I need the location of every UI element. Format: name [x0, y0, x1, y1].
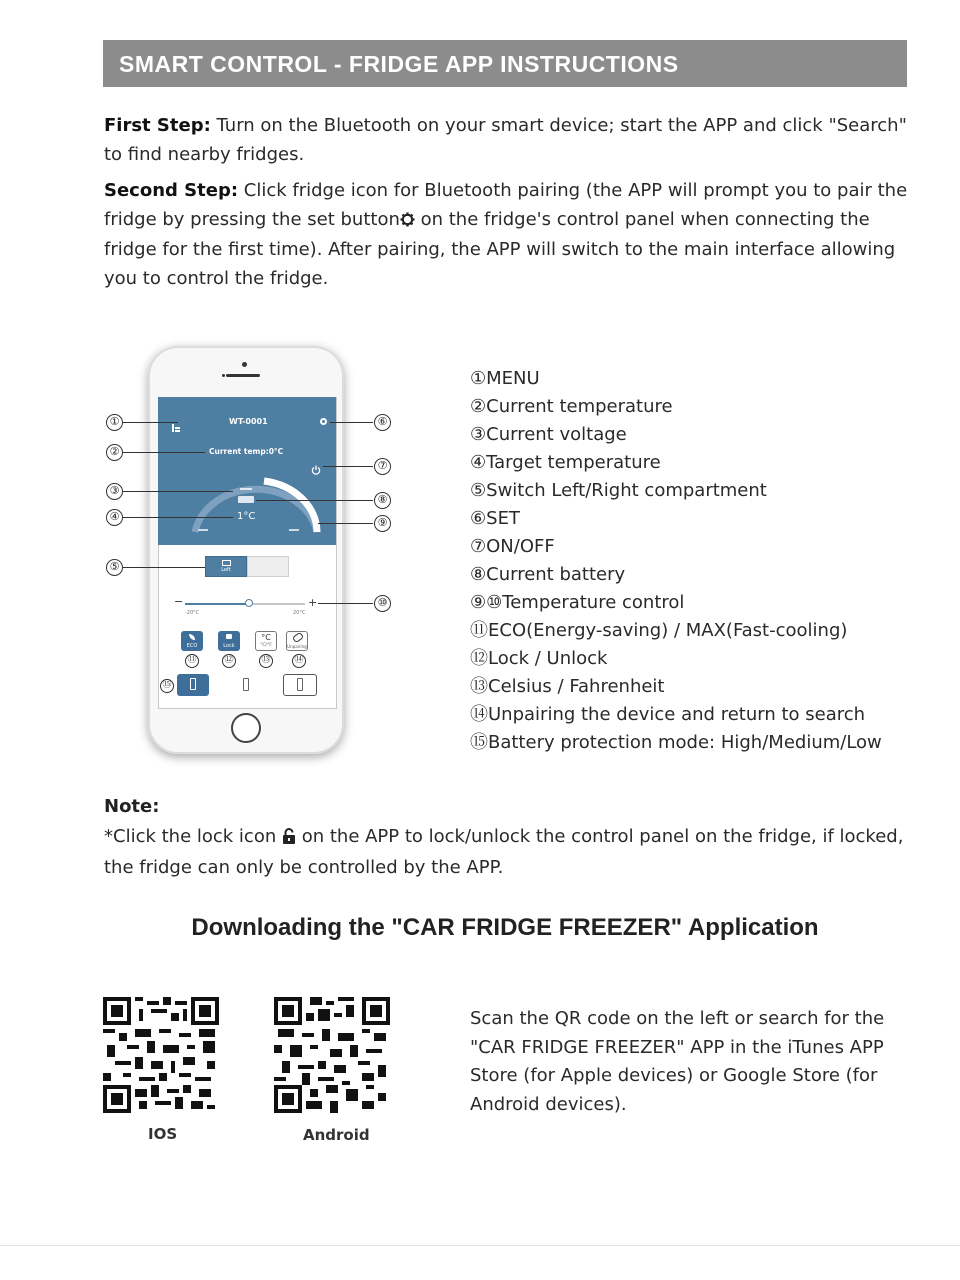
- callout-15: ⑮: [160, 679, 174, 693]
- gauge-max-mark: [289, 529, 299, 531]
- unit-toggle-button[interactable]: [255, 631, 277, 651]
- callout-1: ①: [106, 414, 123, 431]
- temp-minus-button[interactable]: −: [174, 595, 184, 608]
- legend-item: ⑮Battery protection mode: High/Medium/Low: [470, 732, 882, 753]
- gauge-min-mark: [198, 529, 208, 531]
- battery-medium-icon[interactable]: [243, 678, 249, 691]
- android-qr-code: [274, 997, 390, 1113]
- legend-item: ①MENU: [470, 368, 540, 389]
- phone-camera: [242, 362, 247, 367]
- current-temperature: Current temp:0°C: [209, 447, 284, 456]
- note-text-a: *Click the lock icon: [104, 826, 282, 847]
- callout-line-1: [123, 422, 178, 423]
- android-label: Android: [303, 1126, 370, 1144]
- feature-legend: [470, 365, 930, 757]
- tab-left-label: Left: [221, 567, 231, 573]
- lock-button[interactable]: [218, 631, 240, 651]
- callout-7: ⑦: [374, 458, 391, 475]
- first-step-paragraph: [104, 112, 912, 169]
- lock-label: Lock: [223, 643, 235, 649]
- slider-max-label: 20°C: [293, 610, 306, 616]
- ios-qr-code: [103, 997, 219, 1113]
- second-step-paragraph: [104, 177, 912, 293]
- callout-8: ⑧: [374, 492, 391, 509]
- current-voltage-badge: [238, 496, 254, 503]
- second-step-text-b: on the fridge's control panel when connecting the fridge for the first time). After pairing, the APP will switch to the main interface allowing you to control the fridge.: [104, 208, 896, 289]
- note-title: Note:: [104, 796, 160, 817]
- legend-item: ⑧Current battery: [470, 564, 626, 585]
- lock-icon: [282, 825, 296, 854]
- target-temperature: 1°C: [237, 511, 256, 522]
- callout-3: ③: [106, 483, 123, 500]
- callout-14: ⑭: [292, 654, 306, 668]
- callout-10: ⑩: [374, 595, 391, 612]
- page-title: SMART CONTROL - FRIDGE APP INSTRUCTIONS: [103, 40, 907, 87]
- bottom-divider: [0, 1245, 960, 1246]
- legend-item: ⑫Lock / Unlock: [470, 648, 608, 669]
- callout-line-4: [123, 517, 233, 518]
- device-id: WT-0001: [229, 417, 268, 426]
- scan-instructions: Scan the QR code on the left or search for the "CAR FRIDGE FREEZER" APP in the iTunes APP Store (for Apple devices) or Google Store (for Android devices).: [470, 1008, 885, 1115]
- tab-left-compartment[interactable]: [205, 556, 247, 577]
- callout-line-3: [123, 491, 233, 492]
- unpair-button[interactable]: [286, 631, 308, 651]
- callout-4: ④: [106, 509, 123, 526]
- current-voltage-label: [240, 488, 252, 490]
- download-title: Downloading the "CAR FRIDGE FREEZER" Application: [191, 914, 819, 941]
- temperature-slider-fill: [185, 603, 249, 605]
- callout-line-6: [330, 422, 373, 423]
- unit-label: °C: [261, 633, 271, 642]
- battery-mode-row: [177, 674, 317, 698]
- callout-line-9: [318, 523, 373, 524]
- second-step-text-a: Click fridge icon for Bluetooth pairing (the APP will prompt you to pair the fridge by pressing the set button: [104, 180, 908, 230]
- lock-icon: [226, 634, 232, 639]
- first-step-label: First Step:: [104, 115, 211, 136]
- eco-label: ECO: [186, 643, 198, 649]
- legend-item: ⑭Unpairing the device and return to search: [470, 704, 866, 725]
- battery-high-icon: [190, 678, 196, 690]
- note-text: [104, 823, 914, 882]
- gear-icon: [400, 208, 415, 237]
- legend-item: ④Target temperature: [470, 452, 661, 473]
- callout-line-2: [123, 452, 205, 453]
- legend-item: ⑤Switch Left/Right compartment: [470, 480, 767, 501]
- legend-item: ②Current temperature: [470, 396, 673, 417]
- unpair-label: Unpairing: [287, 644, 307, 649]
- second-step-label: Second Step:: [104, 180, 239, 201]
- callout-11: ⑪: [185, 654, 199, 668]
- temperature-slider-thumb[interactable]: [245, 599, 253, 607]
- eco-button[interactable]: [181, 631, 203, 651]
- legend-item: ⑥SET: [470, 508, 520, 529]
- set-icon: [320, 418, 327, 425]
- link-icon: [292, 632, 304, 643]
- phone-speaker: [226, 374, 260, 377]
- temp-plus-button[interactable]: +: [308, 596, 318, 609]
- ios-label: IOS: [148, 1125, 178, 1143]
- battery-low-icon: [297, 678, 303, 691]
- tab-right-compartment[interactable]: [247, 556, 289, 577]
- callout-line-5: [123, 567, 205, 568]
- callout-5: ⑤: [106, 559, 123, 576]
- callout-line-7: [323, 466, 373, 467]
- menu-icon: [172, 417, 180, 425]
- legend-item: ⑨⑩Temperature control: [470, 592, 685, 613]
- callout-2: ②: [106, 444, 123, 461]
- slider-min-label: -20°C: [185, 610, 200, 616]
- legend-item: ⑦ON/OFF: [470, 536, 555, 557]
- phone-sensor: [222, 374, 225, 377]
- first-step-text: Turn on the Bluetooth on your smart device; start the APP and click "Search" to find nearby fridges.: [104, 115, 907, 165]
- legend-item: ⑬Celsius / Fahrenheit: [470, 676, 665, 697]
- callout-12: ⑫: [222, 654, 236, 668]
- callout-line-8: [256, 500, 373, 501]
- unit-sub-label: °C/°F: [260, 643, 272, 648]
- legend-item: ⑪ECO(Energy-saving) / MAX(Fast-cooling): [470, 620, 848, 641]
- compartment-icon: [222, 560, 231, 566]
- callout-line-10: [318, 603, 373, 604]
- legend-item: ③Current voltage: [470, 424, 627, 445]
- callout-9: ⑨: [374, 515, 391, 532]
- phone-home-button: [231, 713, 261, 743]
- leaf-icon: [189, 634, 195, 640]
- callout-13: ⑬: [259, 654, 273, 668]
- note-text-b: on the APP to lock/unlock the control panel on the fridge, if locked, the fridge can only be controlled by the APP.: [104, 826, 904, 878]
- callout-6: ⑥: [374, 414, 391, 431]
